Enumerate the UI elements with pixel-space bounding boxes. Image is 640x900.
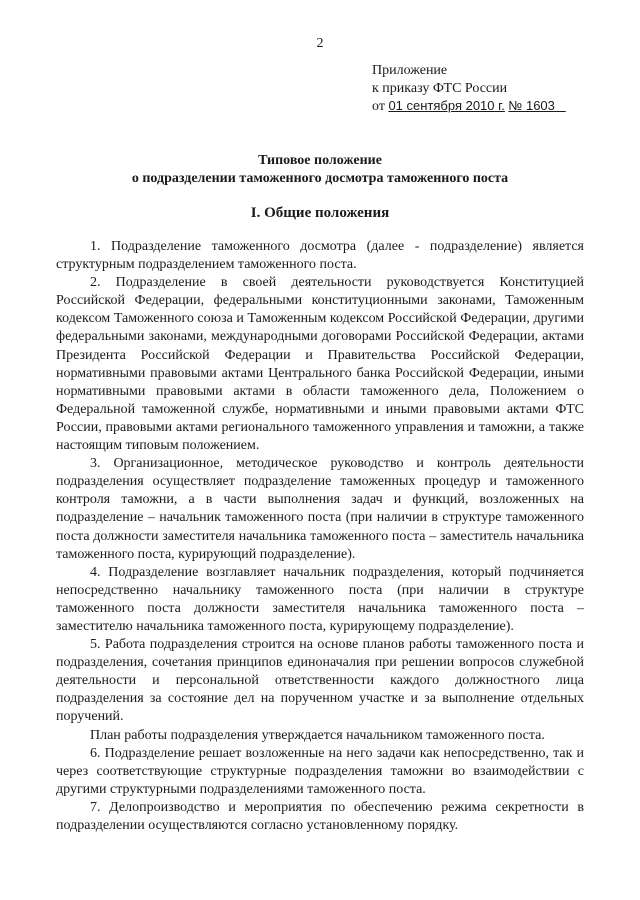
section-heading: I. Общие положения <box>250 205 390 221</box>
paragraph-7: 7. Делопроизводство и мероприятия по обеспечению режима секретности в подразделении осуществляются согласно установленному порядку. <box>56 799 584 833</box>
appendix-block <box>372 62 566 116</box>
paragraph-4: 4. Подразделение возглавляет начальник подразделения, который подчиняется непосредственно начальнику таможенного поста (при наличии в структуре таможенного поста должности заместителя начальника таможенного поста – заместителю начальника таможенного поста, курирующему подразделение). <box>56 564 584 634</box>
paragraph-1: 1. Подразделение таможенного досмотра (далее - подразделение) является структурным подразделением таможенного поста. <box>56 239 584 273</box>
document-title: Типовое положение <box>258 153 382 168</box>
paragraph-5: 5. Работа подразделения строится на основе планов работы таможенного поста и подразделения, сочетания принципов единоначалия при решении вопросов служебной деятельности и персональной ответственности каждого должностного лица подразделения за состояние дел на порученном участке и за выполнение отдельных поручений. <box>56 637 584 725</box>
appendix-date-prefix: от <box>372 99 385 114</box>
appendix-number: № 1603 <box>508 98 555 113</box>
body-text <box>56 238 584 835</box>
paragraph-3: 3. Организационное, методическое руководство и контроль деятельности подразделения осуществляет подразделение таможенных процедур и таможенного контроля таможни, а в части выполнения задач и функций, возложенных на подразделение – начальник таможенного поста (при наличии в структуре таможенного поста должности заместителя начальника таможенного поста – заместитель начальника таможенного поста, курирующий подразделение). <box>56 456 584 562</box>
paragraph-6: 6. Подразделение решает возложенные на него задачи как непосредственно, так и через соответствующие структурные подразделения таможни во взаимодействии с другими структурными подразделениями таможенного поста. <box>56 745 584 797</box>
page-number: 2 <box>316 36 324 51</box>
appendix-order-ref: к приказу ФТС России <box>372 80 508 96</box>
paragraph-2: 2. Подразделение в своей деятельности руководствуется Конституцией Российской Федерации, федеральными конституционными законами, Таможенным кодексом Таможенного союза и Таможенным кодексом Российской Федерации, другими федеральными законами, международными договорами Российской Федерации, актами Президента Российской Федерации и Правительства Российской Федерации, нормативными правовыми актами Центрального банка Российской Федерации, иными нормативными правовыми актами в области таможенного дела, Положением о Федеральной таможенной службе, нормативными и иными правовыми актами ФТС России, правовыми актами регионального таможенного управления и таможни, а также настоящим типовым положением. <box>56 275 584 454</box>
appendix-date-line <box>372 97 566 116</box>
appendix-date: 01 сентября 2010 г. <box>388 98 505 113</box>
document-subtitle: о подразделении таможенного досмотра таможенного поста <box>131 171 509 186</box>
paragraph-5-plan: План работы подразделения утверждается начальником таможенного поста. <box>90 727 545 743</box>
appendix-label: Приложение <box>372 63 448 78</box>
